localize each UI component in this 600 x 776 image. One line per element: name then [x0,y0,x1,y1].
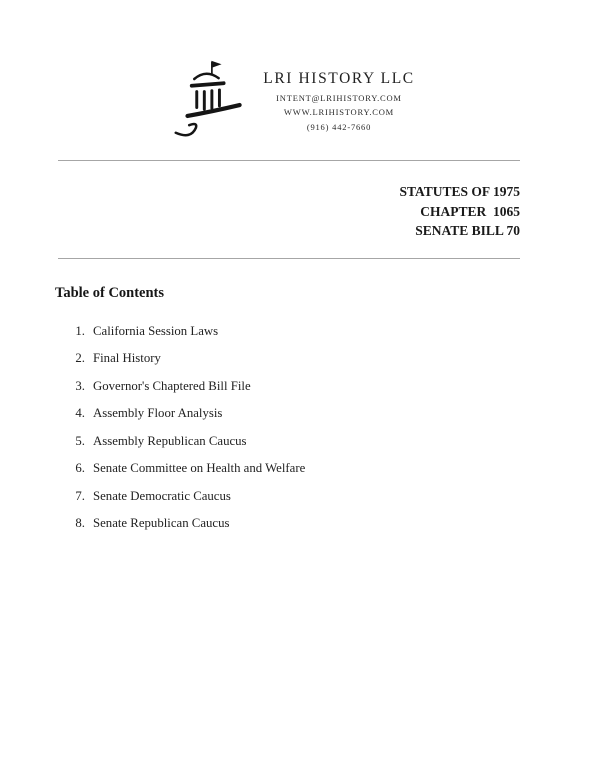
toc-item-label: California Session Laws [93,323,219,338]
toc-item-number: 8. [75,516,85,530]
capitol-logo-icon [165,58,247,142]
toc-item-label: Assembly Floor Analysis [93,406,223,420]
toc-item-label: Final History [93,351,161,365]
chapter-line: CHAPTER 1065 [420,203,520,219]
toc-item-number: 2. [75,351,85,365]
toc-item [68,434,600,449]
toc-item [68,406,600,421]
company-website: WWW.LRIHISTORY.COM [283,107,395,117]
toc-item-number: 1. [75,323,85,338]
statutes-line: STATUTES OF 1975 [399,184,520,199]
toc-item-number: 4. [75,406,85,420]
divider-bottom [58,258,520,259]
company-phone: (916) 442-7660 [306,121,372,132]
toc-item-number: 3. [75,378,85,393]
company-name: LRI HISTORY LLC [263,70,415,87]
toc-item [68,489,600,504]
toc-item-number: 6. [75,461,85,475]
toc-item-number: 7. [75,488,85,503]
toc-item-number: 5. [75,433,85,448]
toc-item-label: Assembly Republican Caucus [93,433,247,448]
toc-title: Table of Contents [55,284,165,301]
toc-item-label: Senate Committee on Health and Welfare [93,461,306,475]
letterhead-text [263,58,414,132]
toc-item-label: Governor's Chaptered Bill File [93,378,251,393]
toc-item [68,461,600,476]
toc-item [68,379,600,394]
letterhead [0,0,590,142]
senate-bill-line: SENATE BILL 70 [415,223,520,238]
toc-list [68,324,600,532]
toc-item [68,324,600,339]
toc-item-label: Senate Democratic Caucus [93,488,231,503]
reference-block [0,182,520,241]
toc-item-label: Senate Republican Caucus [93,516,230,530]
divider-top [58,160,520,161]
toc-item [68,516,600,531]
company-email: INTENT@LRIHISTORY.COM [276,92,402,103]
toc-item [68,351,600,366]
